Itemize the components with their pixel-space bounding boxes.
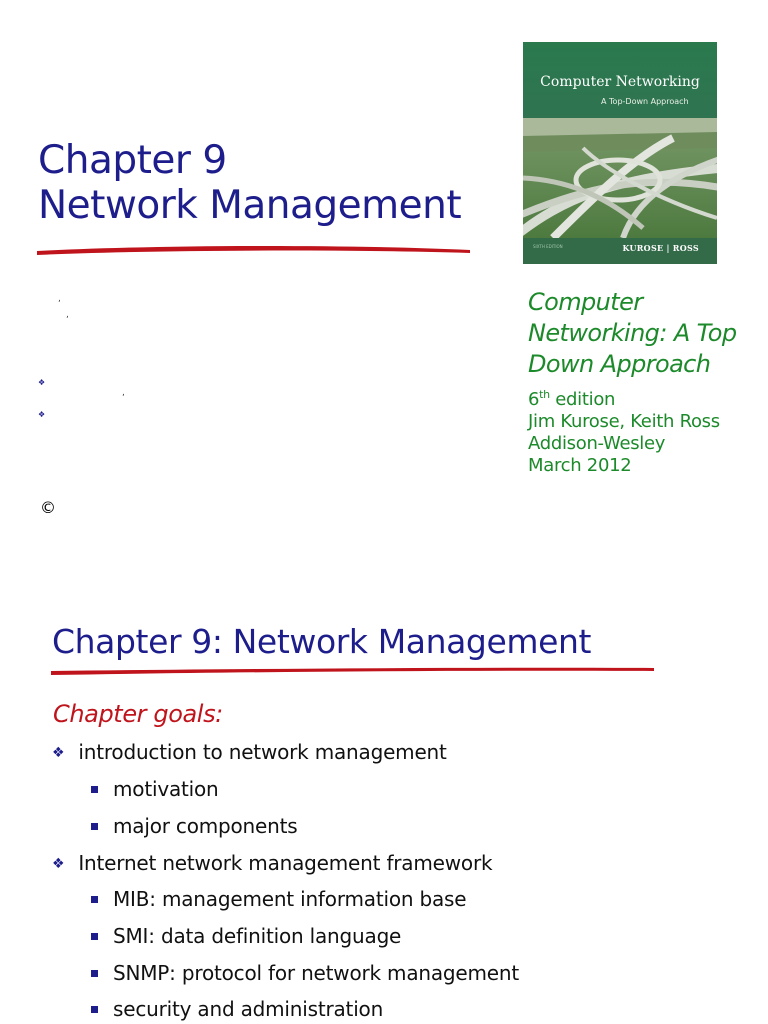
book-cover-authors: KUROSE | ROSS — [622, 243, 699, 253]
list-item — [91, 814, 297, 838]
list-item-text: major components — [113, 814, 298, 838]
book-info-publisher: Addison-Wesley — [528, 433, 666, 454]
book-info-edition — [528, 384, 760, 411]
list-item — [91, 924, 401, 948]
highway-interchange-photo — [523, 118, 717, 238]
diamond-bullet-icon: ❖ — [52, 856, 65, 872]
edition-suffix: th — [539, 388, 550, 401]
slide2-title-underline — [48, 662, 658, 680]
book-info-date: March 2012 — [528, 455, 632, 476]
diamond-bullet-icon: ❖ — [38, 378, 46, 387]
book-cover-edition: SIXTH EDITION — [533, 244, 563, 249]
square-bullet-icon — [91, 970, 98, 977]
list-item — [91, 777, 219, 801]
square-bullet-icon — [91, 823, 98, 830]
list-item — [52, 740, 447, 764]
edition-number: 6 — [528, 389, 540, 410]
title-underline — [34, 240, 474, 260]
list-item-text: Internet network management framework — [78, 851, 493, 875]
list-item-text: SNMP: protocol for network management — [113, 961, 520, 985]
list-item — [91, 997, 383, 1021]
list-item-text: SMI: data definition language — [113, 924, 402, 948]
slide1-title-line1: Chapter 9 — [38, 138, 227, 183]
square-bullet-icon — [91, 786, 98, 793]
book-info — [528, 287, 760, 477]
square-bullet-icon — [91, 896, 98, 903]
list-item-text: security and administration — [113, 997, 384, 1021]
diamond-bullet-icon: ❖ — [52, 745, 65, 761]
book-cover-subtitle: A Top-Down Approach — [601, 97, 689, 106]
stray-mark: , — [122, 388, 125, 398]
book-info-title-line3: Down Approach — [528, 350, 711, 378]
stray-mark: , — [58, 294, 61, 304]
diamond-bullet-icon: ❖ — [38, 410, 46, 419]
copyright-symbol: © — [40, 498, 56, 517]
edition-word: edition — [549, 389, 616, 410]
book-info-title-line2: Networking: A Top — [528, 319, 737, 347]
chapter-goals-heading: Chapter goals: — [53, 700, 223, 728]
book-cover-title: Computer Networking — [540, 74, 700, 90]
list-item-text: motivation — [113, 777, 219, 801]
square-bullet-icon — [91, 933, 98, 940]
square-bullet-icon — [91, 1006, 98, 1013]
stray-mark: , — [66, 310, 69, 320]
slide1-title-line2: Network Management — [38, 183, 462, 228]
list-item — [52, 851, 492, 875]
slide2-title: Chapter 9: Network Management — [52, 622, 592, 661]
book-cover-image — [523, 42, 717, 264]
book-info-authors: Jim Kurose, Keith Ross — [528, 411, 720, 432]
slide1-title — [38, 138, 461, 228]
list-item-text: introduction to network management — [78, 740, 447, 764]
book-info-title-line1: Computer — [528, 288, 643, 316]
list-item-text: MIB: management information base — [113, 887, 467, 911]
list-item — [91, 961, 519, 985]
list-item — [91, 887, 466, 911]
